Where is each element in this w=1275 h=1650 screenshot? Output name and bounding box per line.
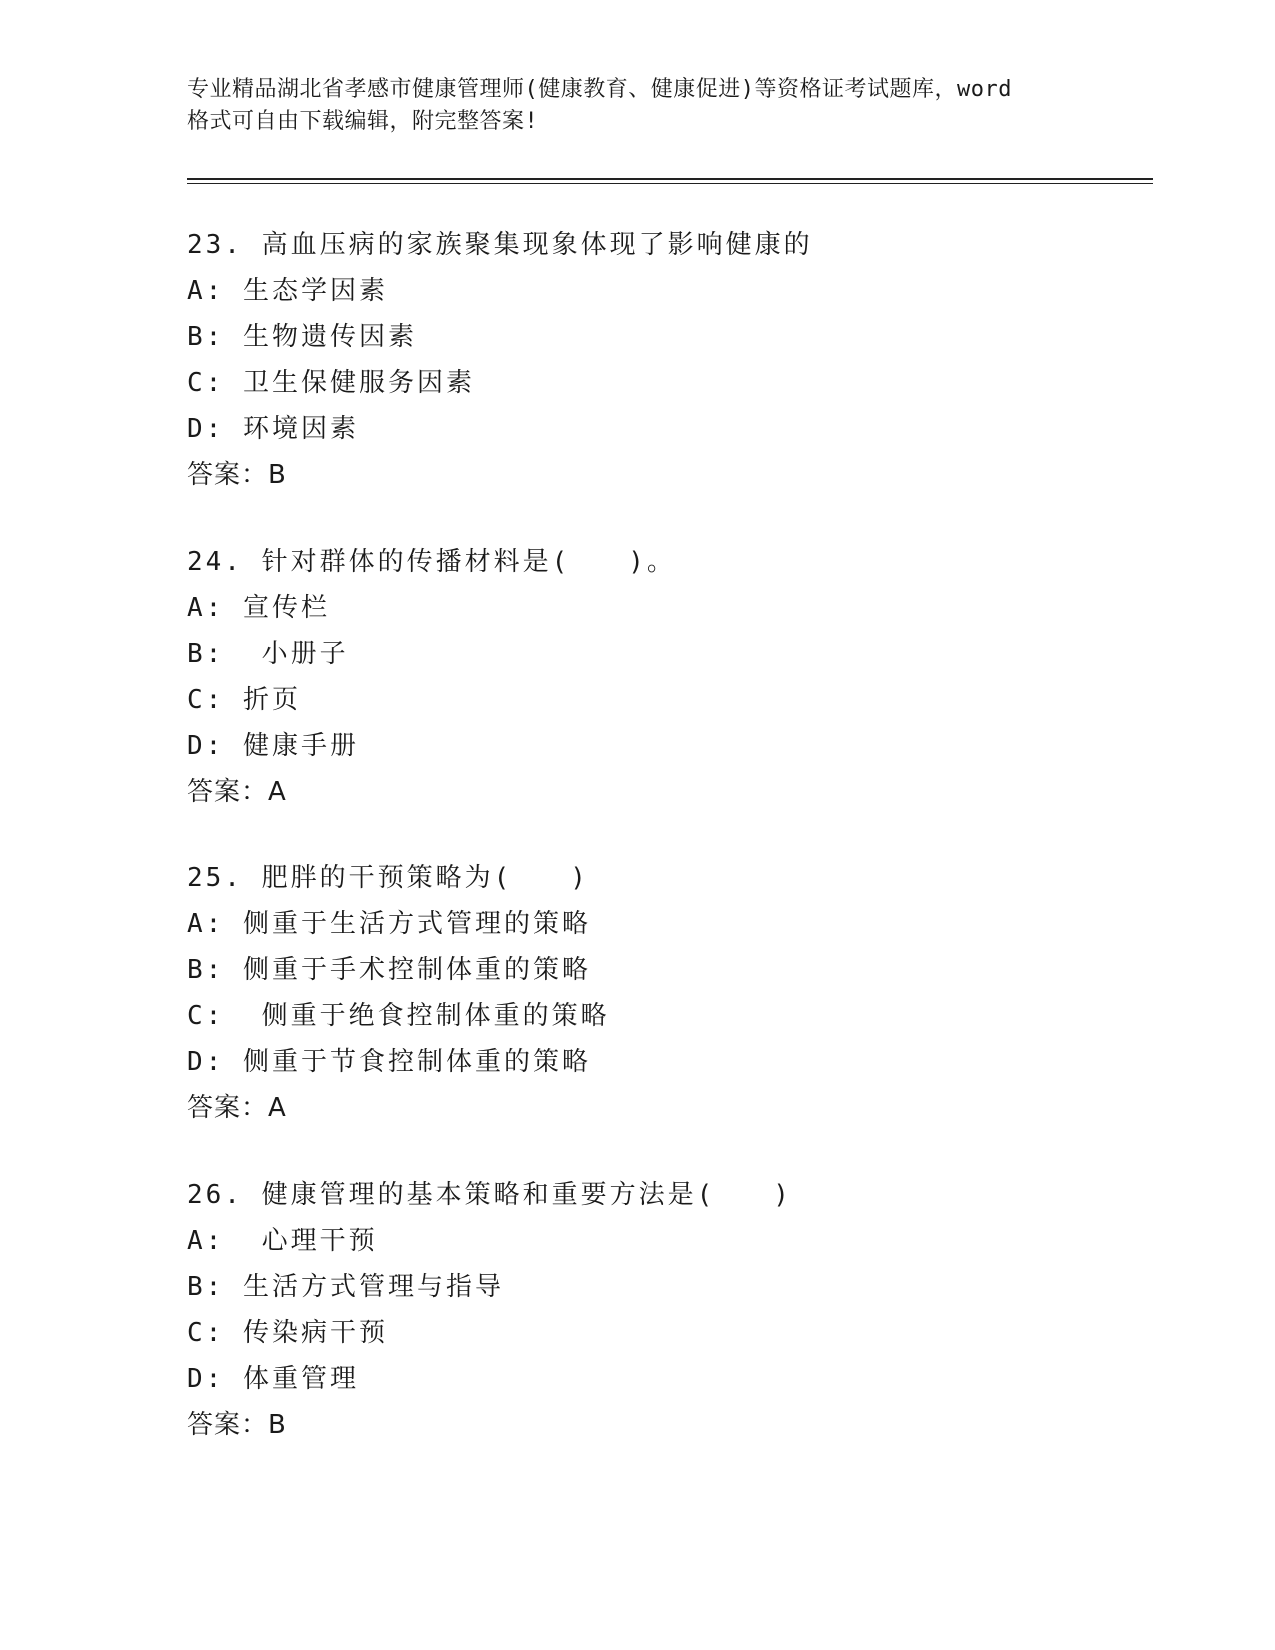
option-d: D: 环境因素 bbox=[187, 414, 359, 444]
option-b: B: 生活方式管理与指导 bbox=[187, 1272, 504, 1302]
answer: 答案：B bbox=[187, 1410, 287, 1440]
option-c: C: 传染病干预 bbox=[187, 1318, 388, 1348]
question-stem: 24. 针对群体的传播材料是( )。 bbox=[187, 547, 676, 577]
header-divider-thin bbox=[187, 183, 1153, 184]
question-23 bbox=[187, 222, 1087, 498]
option-c: C: 侧重于绝食控制体重的策略 bbox=[187, 1001, 610, 1031]
question-25 bbox=[187, 855, 1087, 1131]
answer: 答案：A bbox=[187, 1093, 287, 1123]
answer: 答案：B bbox=[187, 460, 287, 490]
header-divider-thick bbox=[187, 178, 1153, 180]
option-a: A: 生态学因素 bbox=[187, 276, 388, 306]
question-26 bbox=[187, 1172, 1087, 1448]
option-b: B: 小册子 bbox=[187, 639, 349, 669]
option-a: A: 心理干预 bbox=[187, 1226, 378, 1256]
option-d: D: 体重管理 bbox=[187, 1364, 359, 1394]
header-line-1: 专业精品湖北省孝感市健康管理师(健康教育、健康促进)等资格证考试题库，word bbox=[187, 77, 1012, 102]
question-stem: 25. 肥胖的干预策略为( ) bbox=[187, 863, 589, 893]
option-d: D: 健康手册 bbox=[187, 731, 359, 761]
option-c: C: 卫生保健服务因素 bbox=[187, 368, 475, 398]
option-a: A: 侧重于生活方式管理的策略 bbox=[187, 909, 591, 939]
header-line-2: 格式可自由下载编辑，附完整答案! bbox=[187, 109, 539, 134]
option-b: B: 生物遗传因素 bbox=[187, 322, 417, 352]
question-24 bbox=[187, 539, 1087, 815]
option-d: D: 侧重于节食控制体重的策略 bbox=[187, 1047, 591, 1077]
answer: 答案：A bbox=[187, 777, 287, 807]
question-stem: 23. 高血压病的家族聚集现象体现了影响健康的 bbox=[187, 230, 813, 260]
option-c: C: 折页 bbox=[187, 685, 301, 715]
question-stem: 26. 健康管理的基本策略和重要方法是( ) bbox=[187, 1180, 792, 1210]
document-header bbox=[187, 74, 1087, 138]
option-a: A: 宣传栏 bbox=[187, 593, 330, 623]
option-b: B: 侧重于手术控制体重的策略 bbox=[187, 955, 591, 985]
